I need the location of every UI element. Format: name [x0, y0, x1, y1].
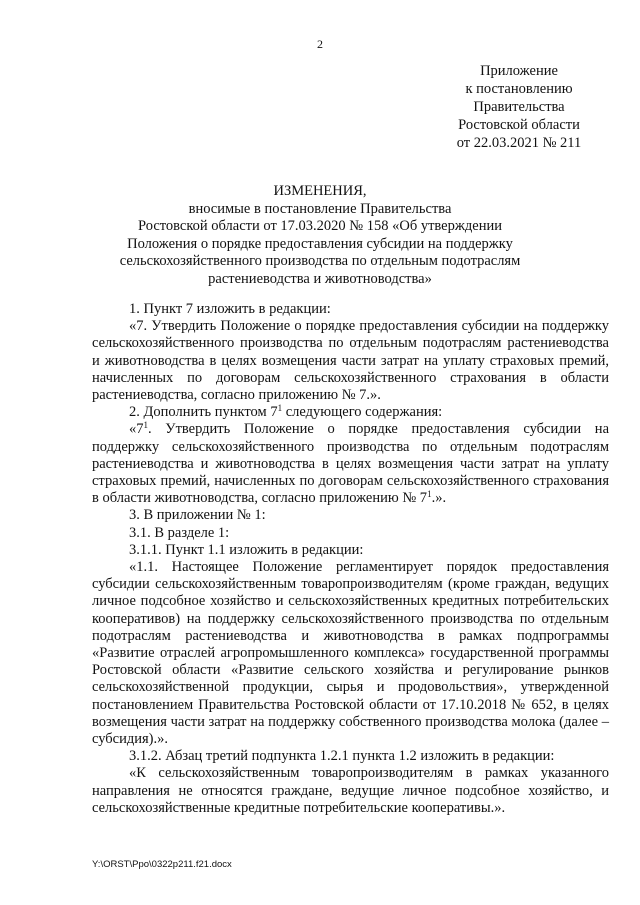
title-heading: ИЗМЕНЕНИЯ, — [273, 183, 367, 199]
paragraph-text: .». — [431, 490, 447, 507]
paragraph: 3.1. В разделе 1: — [129, 524, 230, 541]
appendix-line: от 22.03.2021 № 211 — [456, 135, 582, 151]
file-path-footer: Y:\ORST\Ppo\0322p211.f21.docx — [92, 859, 232, 870]
appendix-line: к постановлению — [465, 81, 573, 97]
paragraph-text: 2. Дополнить пунктом 7 — [129, 404, 278, 421]
paragraph-text: . Утвердить Положение о порядке предоставления субсидии на поддержку сельскохозяйственного производства по отдельным подотраслям растениеводства и животноводства в целях возмещения части затрат на уплату страховых премий, начисленных по договорам сельскохозяйственного страхования в области животноводства, согласно приложению № 7 — [92, 421, 609, 507]
appendix-line: Приложение — [480, 63, 558, 79]
paragraph: 3.1.1. Пункт 1.1 изложить в редакции: — [129, 541, 364, 558]
superscript: 1 — [143, 420, 148, 431]
appendix-block — [440, 62, 598, 152]
appendix-line: Ростовской области — [458, 117, 580, 133]
paragraph: 3.1.2. Абзац третий подпункта 1.2.1 пункта 1.2 изложить в редакции: — [129, 748, 555, 765]
paragraph-text: «7 — [129, 421, 144, 438]
page-number: 2 — [317, 37, 323, 51]
paragraph — [92, 421, 609, 507]
paragraph: 1. Пункт 7 изложить в редакции: — [129, 301, 331, 317]
paragraph — [92, 404, 609, 421]
superscript: 1 — [277, 403, 283, 414]
superscript: 1 — [427, 489, 432, 500]
document-title — [100, 183, 540, 288]
paragraph: «7. Утвердить Положение о порядке предоставления субсидии на поддержку сельскохозяйственного производства по отдельным подотраслям растениеводства и животноводства в целях возмещения части затрат на уплату страховых премий, начисленных по договорам сельскохозяйственного страхования в области растениеводства, согласно приложению № 7.». — [92, 318, 609, 404]
title-line: Ростовской области от 17.03.2020 № 158 «Об утверждении — [138, 218, 502, 234]
title-line: вносимые в постановление Правительства — [188, 200, 452, 217]
title-line: Положения о порядке предоставления субсидии на поддержку — [127, 235, 513, 252]
document-body — [92, 301, 609, 817]
title-line: растениеводства и животноводства» — [208, 270, 432, 287]
paragraph: «К сельскохозяйственным товаропроизводителям в рамках указанного направления не относятся граждане, ведущие личное подсобное хозяйство, и сельскохозяйственные кредитные потребительские кооперативы.». — [92, 765, 609, 816]
appendix-line: Правительства — [473, 99, 565, 115]
paragraph: «1.1. Настоящее Положение регламентирует порядок предоставления субсидии сельскохозяйственным товаропроизводителям (кроме граждан, ведущих личное подсобное хозяйство и сельскохозяйственных кредитных потребительских кооперативов) на поддержку сельскохозяйственного производства по отдельным подотраслям растениеводства и животноводства в рамках подпрограммы «Развитие отраслей агропромышленного комплекса» государственной программы Ростовской области «Развитие сельского хозяйства и регулирование рынков сельскохозяйственной продукции, сырья и продовольствия», утвержденной постановлением Правительства Ростовской области от 17.10.2018 № 652, в целях возмещения части затрат на поддержку собственного производства молока (далее – субсидия).». — [92, 559, 609, 748]
title-line: сельскохозяйственного производства по отдельным подотраслям — [119, 253, 521, 269]
paragraph: 3. В приложении № 1: — [129, 507, 266, 524]
paragraph-text: следующего содержания: — [282, 404, 443, 421]
